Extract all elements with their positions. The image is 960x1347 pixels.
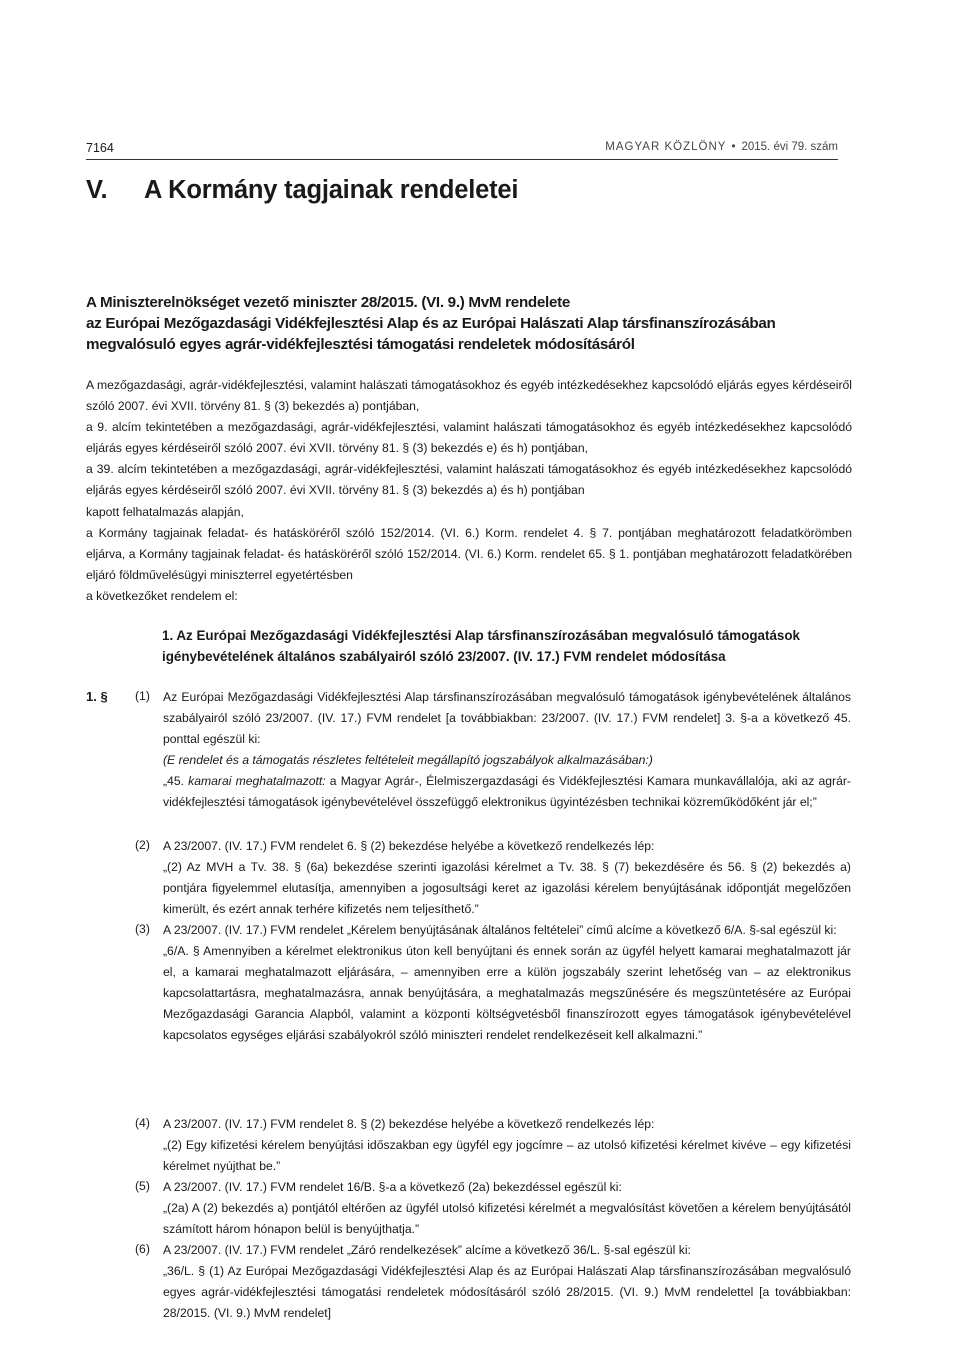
- paragraph-body: [163, 920, 851, 1047]
- paragraph-text: A 23/2007. (IV. 17.) FVM rendelet 6. § (2) bekezdése helyébe a következő rendelkezés lép:: [163, 839, 655, 853]
- paragraph-text: A 23/2007. (IV. 17.) FVM rendelet 8. § (2) bekezdése helyébe a következő rendelkezés lép:: [163, 1117, 655, 1131]
- chapter-number: V.: [86, 176, 108, 204]
- decree-title: [86, 292, 846, 355]
- paragraph-quote: „(2a) A (2) bekezdés a) pontjától eltérően az ügyfél utolsó kifizetési kérelmét a megvalósítást követően a kérelem benyújtásától számított három hónapon belül is benyújthatja.”: [163, 1201, 851, 1237]
- paragraph-text: A 23/2007. (IV. 17.) FVM rendelet 16/B. §-a a következő (2a) bekezdéssel egészül ki:: [163, 1180, 622, 1194]
- preamble-paragraph: a 9. alcím tekintetében a mezőgazdasági, agrár-vidékfejlesztési, valamint halászati támogatásokhoz és egyéb intézkedésekhez kapcsolódó eljárás egyes kérdéseiről szóló 2007. évi XVII. törvény 81. § (3) bekezdés e) és h) pontjában,: [86, 420, 852, 456]
- preamble-paragraph: a 39. alcím tekintetében a mezőgazdasági, agrár-vidékfejlesztési, valamint halászati támogatásokhoz és egyéb intézkedésekhez kapcsolódó eljárás egyes kérdéseiről szóló 2007. évi XVII. törvény 81. § (3) bekezdés a) és h) pontjában: [86, 462, 852, 498]
- defined-term: kamarai meghatalmazott:: [188, 774, 326, 789]
- paragraph-quote: „6/A. § Amennyiben a kérelmet elektronikus úton kell benyújtani és ennek során az ügyfél helyett kamarai meghatalmazott jár el, a kamarai meghatalmazott eljárására, – amennyiben erre a külön jogszabály szerint lehetőség van – az elektronikus kapcsolattartásra, meghatalmazásra, annak benyújtására, a meghatalmazás megszűnésére és megszüntetésére az Európai Mezőgazdasági Garancia Alapból, valamint a központi költségvetésből finanszírozott egyes támogatások igénybevételével kapcsolatos egységes eljárási szabályokról szóló miniszteri rendelet rendelkezéseit kell alkalmazni.”: [163, 944, 851, 1043]
- chapter-title: A Kormány tagjainak rendeletei: [144, 176, 519, 204]
- page-header: [86, 137, 838, 160]
- paragraph-body: [163, 1114, 851, 1177]
- preamble-paragraph: a következőket rendelem el:: [86, 588, 238, 603]
- paragraph-text: A 23/2007. (IV. 17.) FVM rendelet „Záró rendelkezések” alcíme a következő 36/L. §-sal egészül ki:: [163, 1243, 691, 1257]
- chapter-heading: [86, 176, 518, 205]
- paragraph-text: A 23/2007. (IV. 17.) FVM rendelet „Kérelem benyújtásának általános feltételei” című alcíme a következő 6/A. §-sal egészül ki:: [163, 923, 837, 937]
- paragraph-number: (1): [135, 689, 150, 703]
- paragraph-number: (5): [135, 1179, 150, 1193]
- decree-title-line-3: megvalósuló egyes agrár-vidékfejlesztési támogatási rendeletek módosításáról: [86, 336, 635, 353]
- paragraph-quote: „(2) Az MVH a Tv. 38. § (6a) bekezdése szerinti igazolási kérelmet a Tv. 38. § (7) bekezdésére és 56. § (2) bekezdés a) pontjára figyelemmel elutasítja, amennyiben a jogosultsági keret az igazolási kérelem benyújtásának időpontját megelőzően kimerült, és ezért annak terhére kifizetés nem teljesíthető.”: [163, 860, 851, 917]
- section-title: 1. Az Európai Mezőgazdasági Vidékfejlesztési Alap társfinanszírozásában megvalósuló támogatások igénybevételének általános szabályairól szóló 23/2007. (IV. 17.) FVM rendelet módosítása: [162, 628, 800, 664]
- decree-title-line-1: A Miniszterelnökséget vezető miniszter 28/2015. (VI. 9.) MvM rendelete: [86, 294, 571, 311]
- paragraph-intro: (E rendelet és a támogatás részletes feltételeit megállapító jogszabályok alkalmazásában:): [163, 753, 653, 768]
- paragraph-body: [163, 1240, 851, 1324]
- paragraph-text: Az Európai Mezőgazdasági Vidékfejlesztési Alap társfinanszírozásában megvalósuló támogatások igénybevételének általános szabályairól szóló 23/2007. (IV. 17.) FVM rendelet [a továbbiakban: 23/2007. (IV. 17.) FVM rendelet] 3. §-a a következő 45. ponttal egészül ki:: [163, 690, 851, 747]
- decree-title-line-2: az Európai Mezőgazdasági Vidékfejlesztési Alap és az Európai Halászati Alap társfinanszírozásában: [86, 315, 776, 332]
- header-separator: •: [731, 141, 737, 153]
- preamble-paragraph: A mezőgazdasági, agrár-vidékfejlesztési, valamint halászati támogatásokhoz és egyéb intézkedésekhez kapcsolódó eljárás egyes kérdéseiről szóló 2007. évi XVII. törvény 81. § (3) bekezdés a) pontjában,: [86, 378, 852, 414]
- paragraph-body: [163, 687, 851, 814]
- journal-title: [605, 141, 838, 153]
- paragraph-quote: [163, 771, 851, 813]
- page-number: 7164: [86, 141, 114, 155]
- quote-lead: „45.: [163, 774, 189, 789]
- paragraph-body: [163, 1177, 851, 1240]
- journal-name: MAGYAR KÖZLÖNY: [605, 141, 727, 153]
- issue-number: 2015. évi 79. szám: [741, 141, 838, 153]
- preamble: [86, 375, 852, 607]
- preamble-paragraph: kapott felhatalmazás alapján,: [86, 504, 244, 519]
- article-number: 1. §: [86, 689, 108, 704]
- quote-rest: a Magyar Agrár-, Élelmiszergazdasági és Vidékfejlesztési Kamara munkavállalója, aki az agrár-vidékfejlesztési támogatások igénybevételével összefüggő elektronikus ügyintézésben technikai közreműködőként jár el;”: [163, 774, 851, 810]
- paragraph-quote: „36/L. § (1) Az Európai Mezőgazdasági Vidékfejlesztési Alap és az Európai Halászati Alap társfinanszírozásában megvalósuló egyes agrár-vidékfejlesztési támogatási rendeletek módosításáról szóló 28/2015. (VI. 9.) MvM rendelettel [a továbbiakban: 28/2015. (VI. 9.) MvM rendelet]: [163, 1264, 851, 1321]
- paragraph-number: (6): [135, 1242, 150, 1256]
- paragraph-number: (3): [135, 922, 150, 936]
- preamble-paragraph: a Kormány tagjainak feladat- és hatásköréről szóló 152/2014. (VI. 6.) Korm. rendelet 4. § 7. pontjában meghatározott feladatkörömben eljárva, a Kormány tagjainak feladat- és hatásköréről szóló 152/2014. (VI. 6.) Korm. rendelet 65. § 1. pontjában meghatározott feladatkörében eljáró földművelésügyi miniszterrel egyetértésben: [86, 525, 852, 582]
- paragraph-number: (2): [135, 838, 150, 852]
- paragraph-number: (4): [135, 1116, 150, 1130]
- paragraph-quote: „(2) Egy kifizetési kérelem benyújtási időszakban egy ügyfél egy jogcímre – az utolsó kifizetési kérelmet kivéve – egy kifizetési kérelmet nyújthat be.”: [163, 1138, 851, 1174]
- paragraph-body: [163, 836, 851, 920]
